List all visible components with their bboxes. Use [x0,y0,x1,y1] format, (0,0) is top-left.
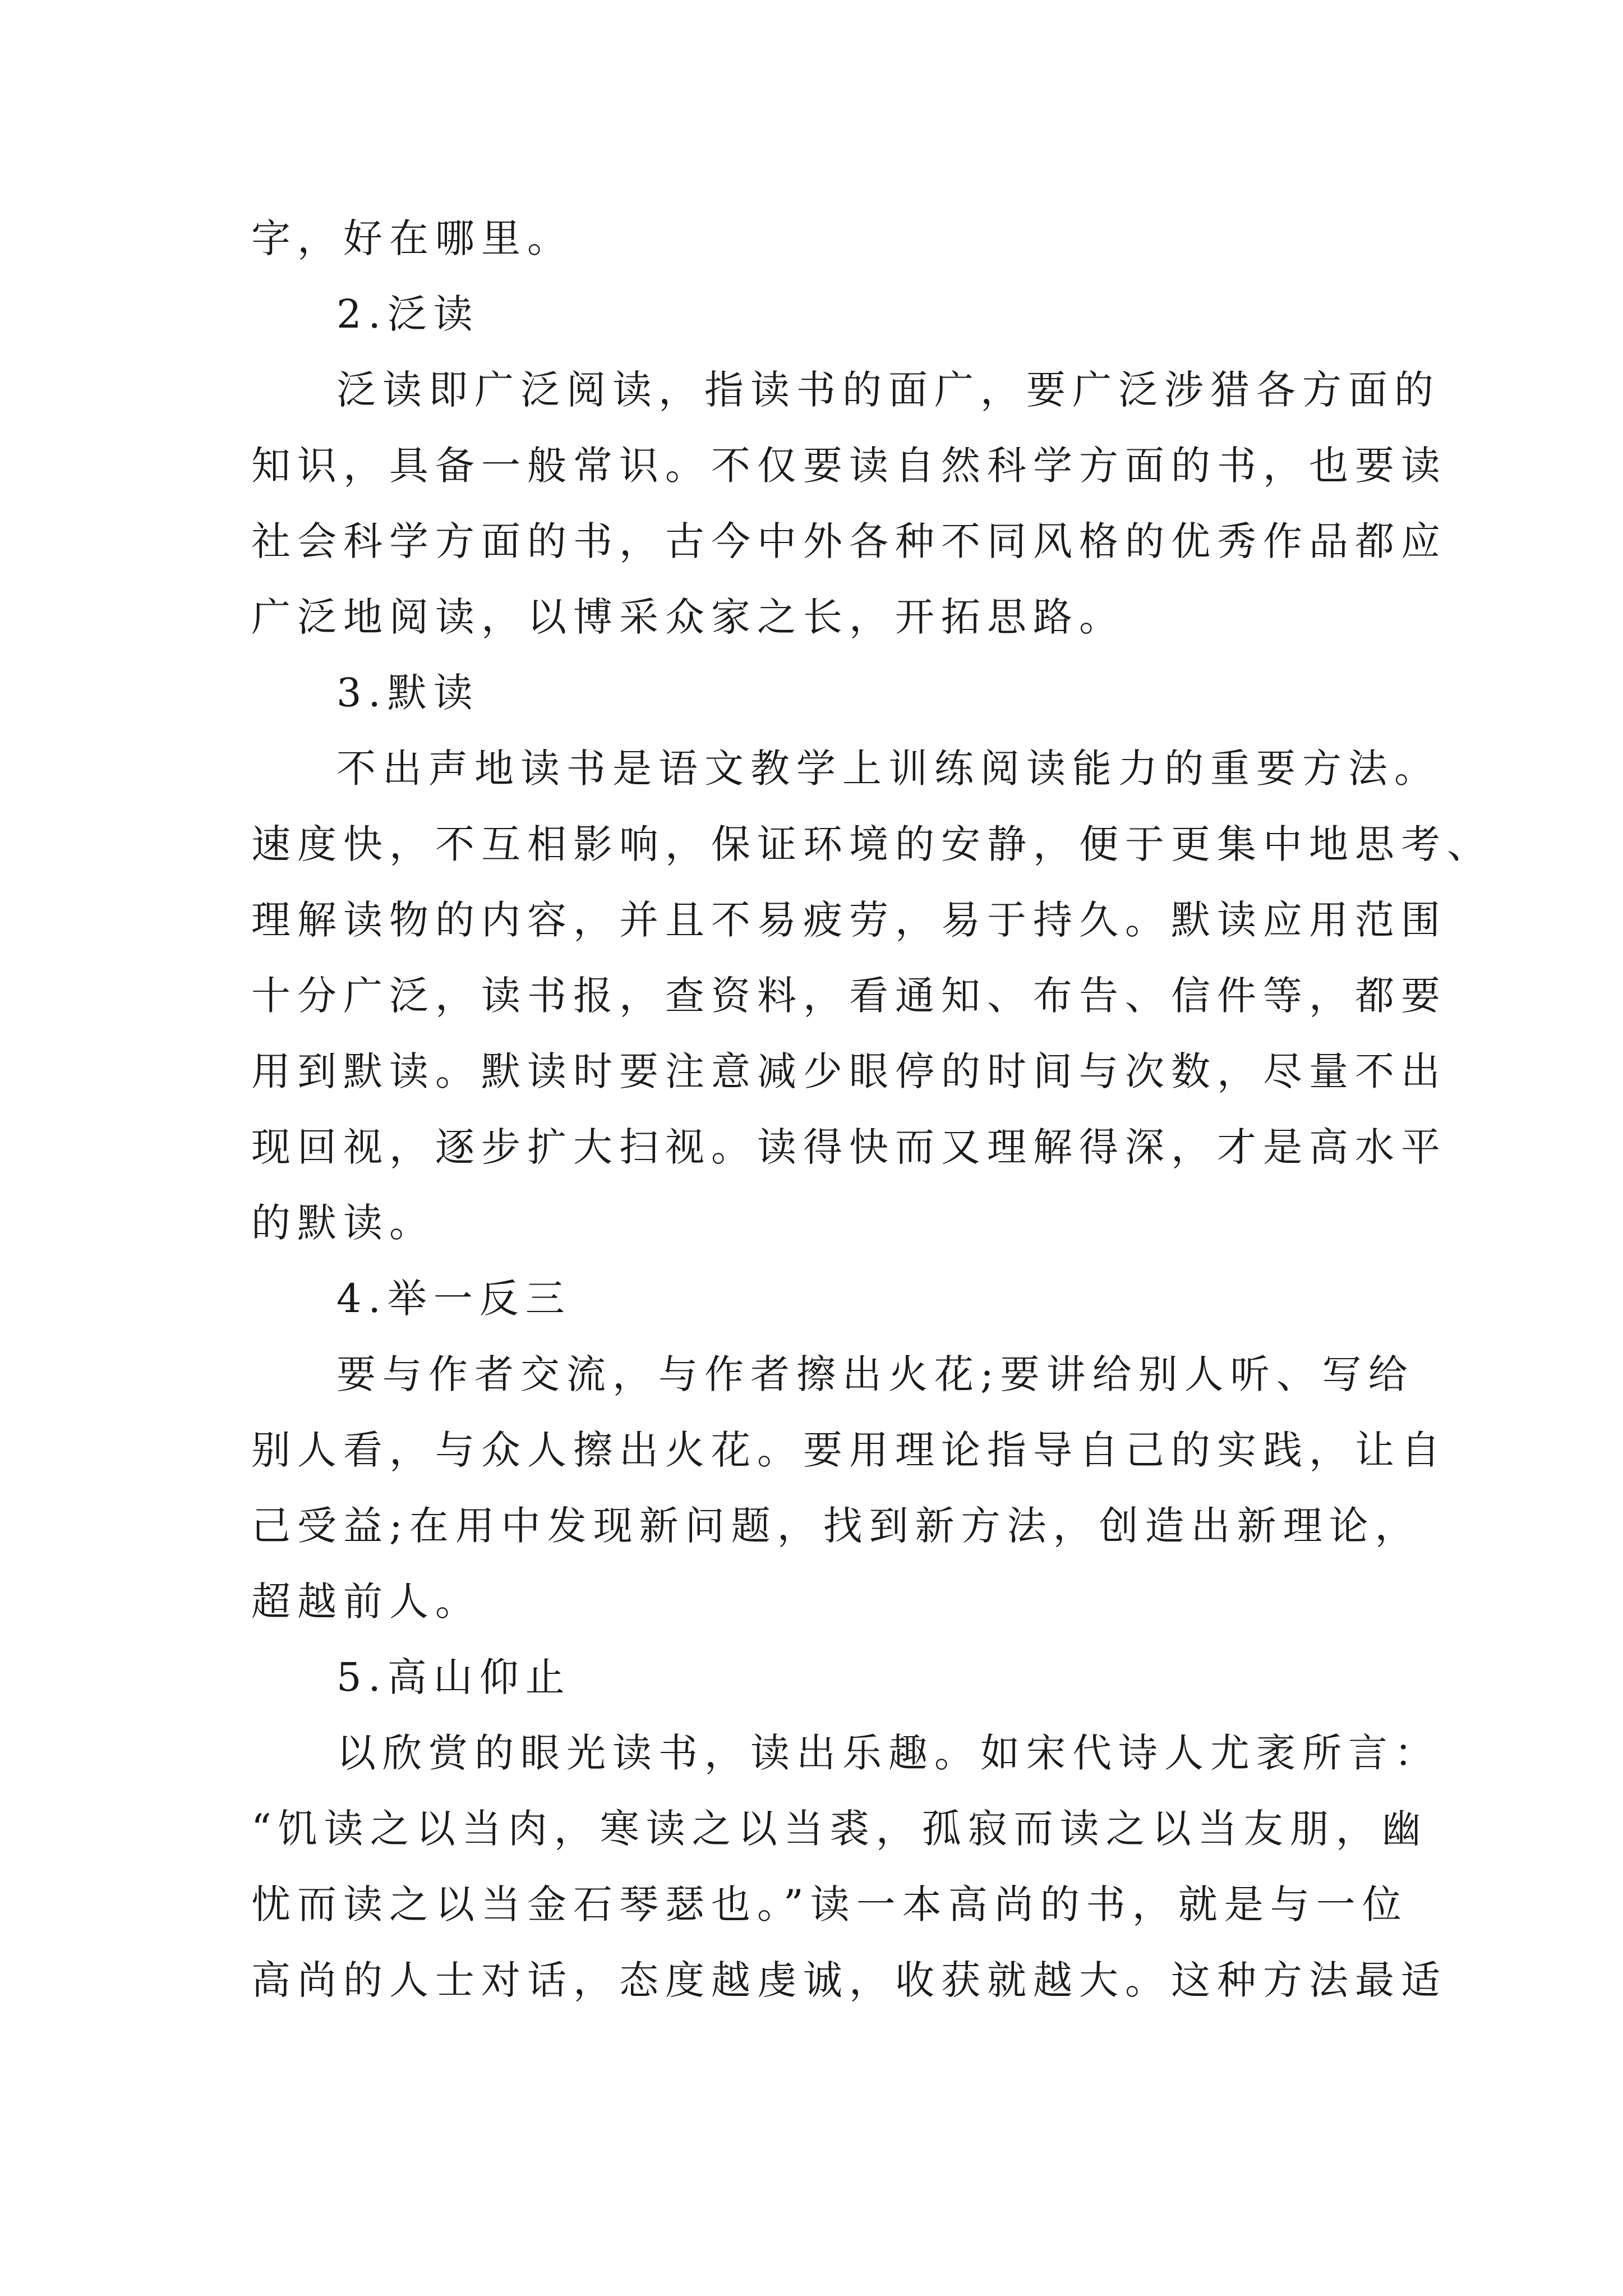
text-line: 字，好在哪里。 [251,215,573,261]
text-line: 社会科学方面的书，古今中外各种不同风格的优秀作品都应 [251,518,1447,564]
text-line: 十分广泛，读书报，查资料，看通知、布告、信件等，都要 [251,973,1447,1019]
text-line: 己受益;在用中发现新问题，找到新方法，创造出新理论， [251,1503,1421,1549]
text-line: 别人看，与众人擦出火花。要用理论指导自己的实践，让自 [251,1427,1447,1473]
text-line: 广泛地阅读，以博采众家之长，开拓思路。 [251,594,1125,640]
text-line: 超越前人。 [251,1579,481,1625]
text-line: 高尚的人士对话，态度越虔诚，收获就越大。这种方法最适 [251,1957,1447,2003]
section-heading: 4.举一反三 [336,1276,571,1322]
text-line: 忧而读之以当金石琴瑟也。”读一本高尚的书，就是与一位 [251,1881,1408,1927]
text-line: 的默读。 [251,1200,435,1246]
text-line: 用到默读。默读时要注意减少眼停的时间与次数，尽量不出 [251,1048,1447,1094]
section-heading: 2.泛读 [336,291,479,337]
text-line: “饥读之以当肉，寒读之以当裘，孤寂而读之以当友朋，幽 [251,1806,1428,1852]
text-line: 速度快，不互相影响，保证环境的安静，便于更集中地思考、 [251,821,1493,867]
text-line: 知识，具备一般常识。不仅要读自然科学方面的书，也要读 [251,443,1447,489]
section-heading: 5.高山仰止 [336,1654,571,1700]
text-line: 理解读物的内容，并且不易疲劳，易于持久。默读应用范围 [251,897,1447,943]
text-line: 不出声地读书是语文教学上训练阅读能力的重要方法。 [336,746,1440,792]
section-heading: 3.默读 [336,670,479,716]
text-line: 现回视，逐步扩大扫视。读得快而又理解得深，才是高水平 [251,1124,1447,1170]
text-line: 要与作者交流，与作者擦出火花;要讲给别人听、写给 [336,1351,1414,1397]
text-line: 以欣赏的眼光读书，读出乐趣。如宋代诗人尤袤所言： [336,1730,1440,1776]
text-line: 泛读即广泛阅读，指读书的面广，要广泛涉猎各方面的 [336,367,1440,413]
